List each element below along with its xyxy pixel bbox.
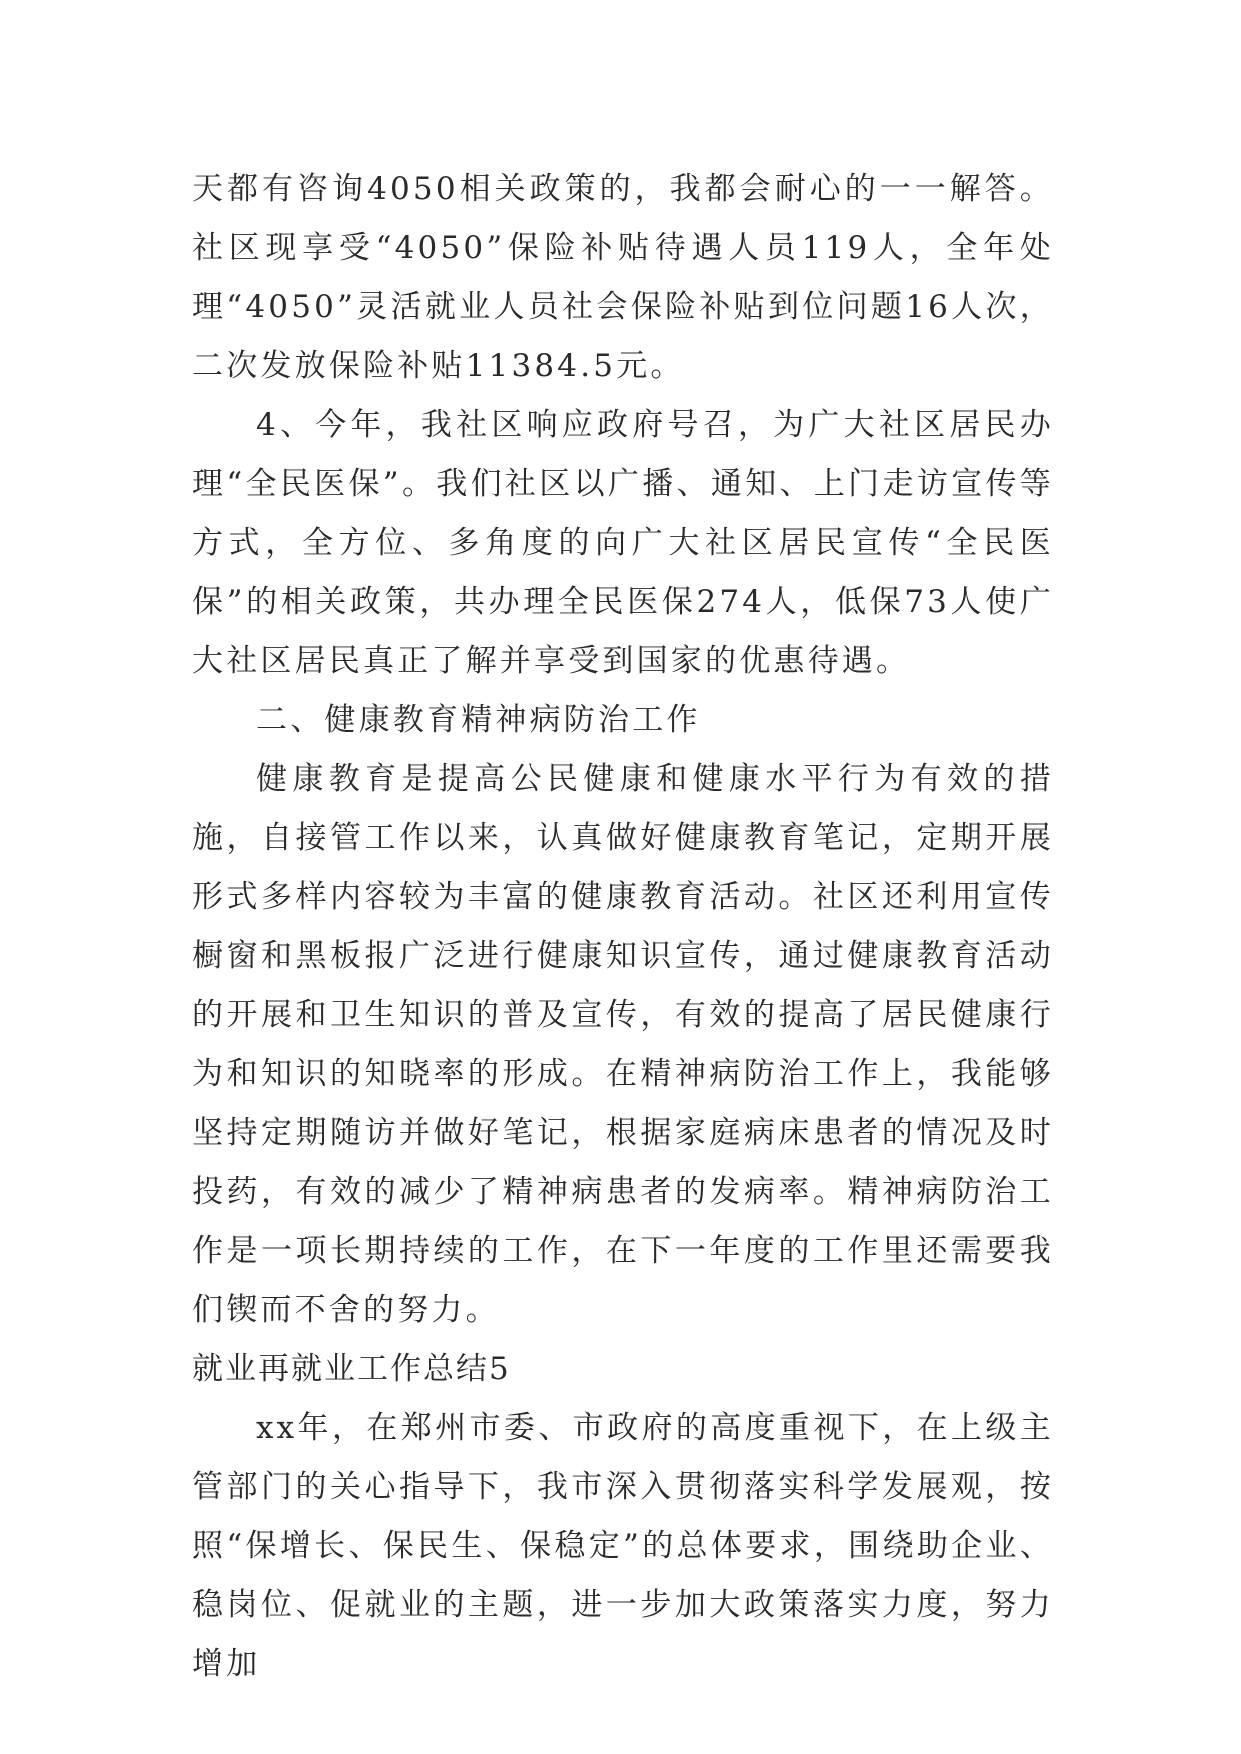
paragraph-medical-insurance: 4、今年，我社区响应政府号召，为广大社区居民办理“全民医保”。我们社区以广播、通知、上门走访宣传等方式，全方位、多角度的向广大社区居民宣传“全民医保”的相关政策，共办理全民医保274人，低保73人使广大社区居民真正了解并享受到国家的优惠待遇。 [192, 407, 1054, 679]
paragraph-employment-intro: xx年，在郑州市委、市政府的高度重视下，在上级主管部门的关心指导下，我市深入贯彻落实科学发展观，按照“保增长、保民生、保稳定”的总体要求，围绕助企业、稳岗位、促就业的主题，进一步加大政策落实力度，努力增加 [192, 1410, 1054, 1682]
paragraph-4050-subsidy: 天都有咨询4050相关政策的，我都会耐心的一一解答。社区现享受“4050”保险补贴待遇人员119人，全年处理“4050”灵活就业人员社会保险补贴到位问题16人次，二次发放保险补贴11384.5元。 [192, 171, 1054, 384]
paragraph-health-education: 健康教育是提高公民健康和健康水平行为有效的措施，自接管工作以来，认真做好健康教育笔记，定期开展形式多样内容较为丰富的健康教育活动。社区还利用宣传橱窗和黑板报广泛进行健康知识宣传，通过健康教育活动的开展和卫生知识的普及宣传，有效的提高了居民健康行为和知识的知晓率的形成。在精神病防治工作上，我能够坚持定期随访并做好笔记，根据家庭病床患者的情况及时投药，有效的减少了精神病患者的发病率。精神病防治工作是一项长期持续的工作，在下一年度的工作里还需要我们锲而不舍的努力。 [192, 761, 1054, 1328]
document-title-summary-5: 就业再就业工作总结5 [192, 1351, 511, 1387]
section-heading-health-education: 二、健康教育精神病防治工作 [256, 702, 701, 738]
document-body [192, 160, 1054, 1694]
